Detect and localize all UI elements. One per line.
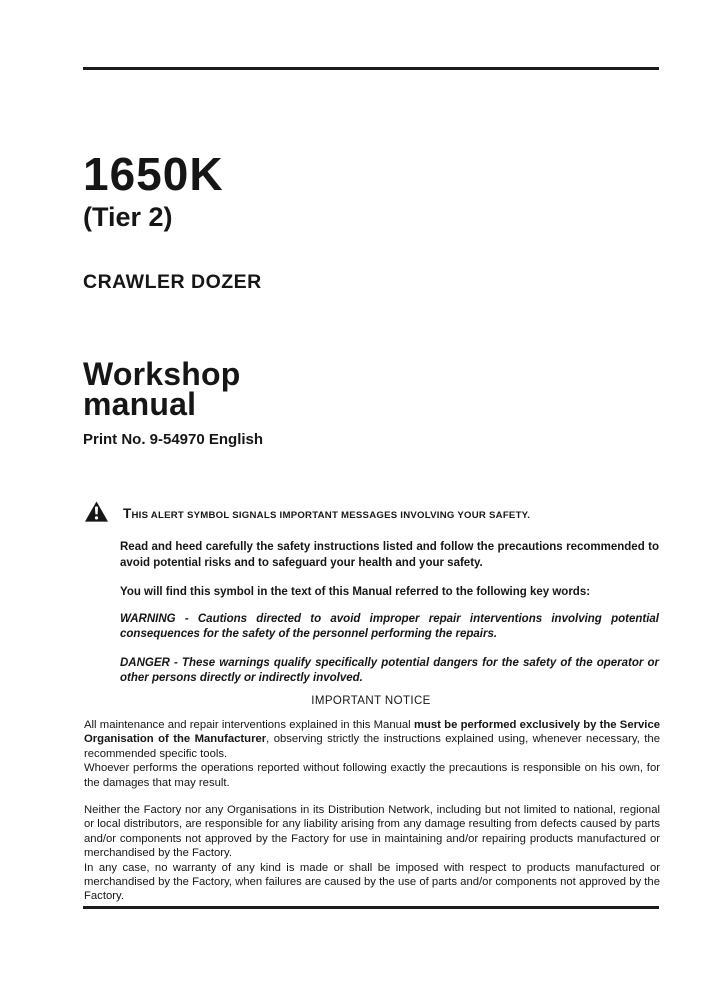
print-number: Print No. 9-54970 English [83,431,264,448]
safety-section [120,540,659,700]
warning-definition: WARNING - Cautions directed to avoid improper repair interventions involving potential consequences for the safety of the personnel performing the repairs. [120,612,659,640]
notice-p1-text-end: , observing strictly the instructions explained using, whenever necessary, the recommended specific tools. [84,733,660,760]
warning-triangle-icon [85,501,108,522]
important-notice-body [84,718,660,904]
top-horizontal-rule [83,67,659,70]
alert-symbol-row [85,501,645,522]
important-notice-heading: IMPORTANT NOTICE [311,695,431,707]
notice-paragraph-maintenance [84,718,660,761]
notice-paragraph-warranty: In any case, no warranty of any kind is made or shall be imposed with respect to products manufactured or merchandised by the Factory, when failures are caused by the use of parts and/or components not approved by the Factory. [84,861,660,903]
document-title [83,356,241,422]
key-words-intro: You will find this symbol in the text of this Manual referred to the following key words: [120,586,591,598]
notice-p1-text-start: All maintenance and repair interventions explained in this Manual [84,719,414,731]
machine-type-heading: CRAWLER DOZER [83,271,262,293]
notice-paragraph-liability: Neither the Factory nor any Organisations in its Distribution Network, including but not limited to national, regional or local distributors, are responsible for any liability arising from any damage resulting from defects caused by parts and/or components not approved by the Factory for use in maintaining and/or repairing products manufactured or merchandised by the Factory. [84,804,660,860]
safety-instructions-paragraph: Read and heed carefully the safety instructions listed and follow the precautions recommended to avoid potential risks and to safeguard your health and your safety. [120,541,659,569]
document-title-line2: manual [83,386,197,422]
document-title-line1: Workshop [83,356,241,392]
model-number-heading: 1650K [83,148,224,200]
danger-definition: DANGER - These warnings qualify specifically potential dangers for the safety of the operator or other persons directly or indirectly involved. [120,656,659,684]
bottom-horizontal-rule [83,906,659,909]
alert-symbol-caption: THIS ALERT SYMBOL SIGNALS IMPORTANT MESSAGES INVOLVING YOUR SAFETY. [123,506,531,521]
notice-paragraph-responsibility: Whoever performs the operations reported without following exactly the precautions is responsible on his own, for the damages that may result. [84,762,660,789]
notice-p1-bold-clause: must be performed exclusively by the Service Organisation of the Manufacturer [84,719,661,746]
tier-subheading: (Tier 2) [83,202,173,232]
